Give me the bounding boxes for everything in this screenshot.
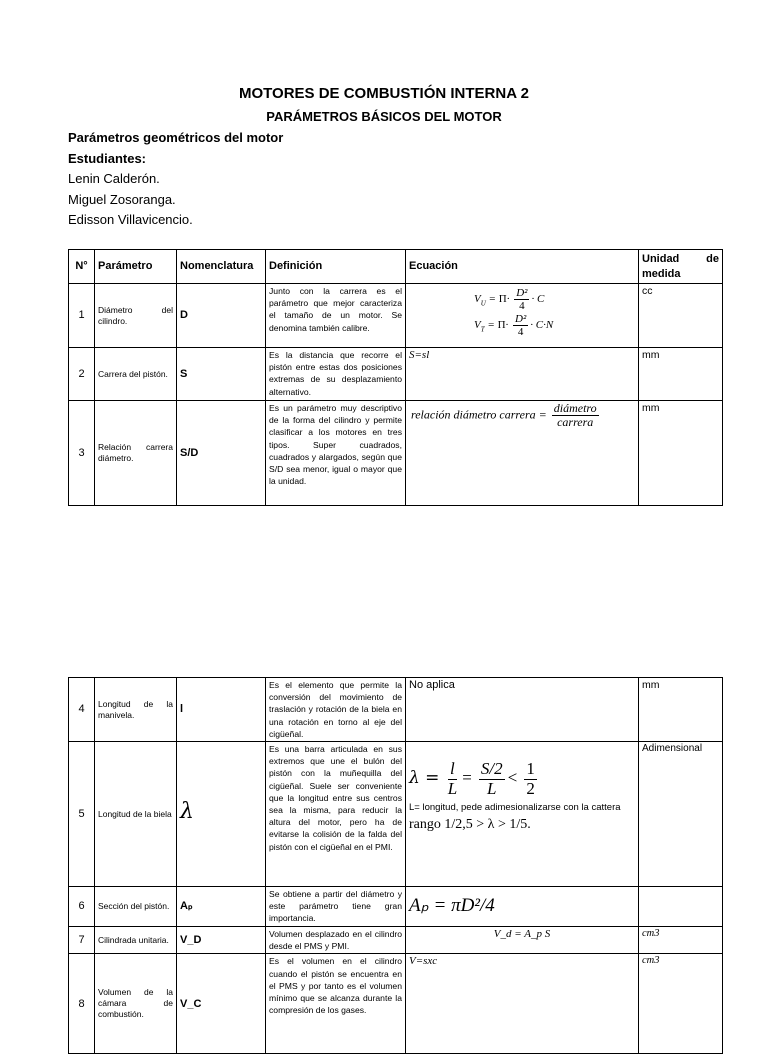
- header-num: N°: [69, 250, 95, 284]
- row-num: 3: [69, 401, 95, 506]
- equation-range: rango 1/2,5 > λ > 1/5.: [409, 817, 531, 833]
- row-num: 2: [69, 348, 95, 401]
- table-row: [69, 401, 723, 506]
- parameters-table-2: [68, 677, 723, 1054]
- table-row: [69, 348, 723, 401]
- row-nom: [177, 742, 266, 887]
- row-nom: l: [177, 678, 266, 742]
- row-unit: cm3: [639, 954, 723, 1054]
- row-num: 5: [69, 742, 95, 887]
- document-title: MOTORES DE COMBUSTIÓN INTERNA 2: [238, 85, 530, 102]
- row-nom: V_D: [177, 927, 266, 954]
- document-subtitle: PARÁMETROS BÁSICOS DEL MOTOR: [266, 109, 502, 124]
- lambda-symbol: λ: [180, 799, 194, 825]
- row-unit: mm: [639, 401, 723, 506]
- student-name: Edisson Villavicencio.: [68, 212, 193, 227]
- equation-vt: $V_T = \Pi\cdot$ $\frac{\text{D²}}{4}$ · C·N: [474, 313, 554, 339]
- row-nom: D: [177, 284, 266, 348]
- row-unit: cc: [639, 284, 723, 348]
- equation-lambda: λ = $\frac{l}{L}$ = $\frac{S/2}{L}$ < $\frac{1}{2}$: [409, 759, 535, 798]
- table-row: [69, 887, 723, 927]
- row-nom: S: [177, 348, 266, 401]
- header-eq: Ecuación: [406, 250, 639, 284]
- row-eq: No aplica: [406, 678, 639, 742]
- row-def: Es el elemento que permite la conversión del movimiento de traslación y rotación de la biela en una rotación en torno al eje del cigüeñal.: [266, 678, 406, 742]
- row-unit: mm: [639, 348, 723, 401]
- row-num: 6: [69, 887, 95, 927]
- header-block: [68, 128, 283, 231]
- section-heading: Parámetros geométricos del motor: [68, 130, 284, 145]
- row-nom: Aₚ: [177, 887, 266, 927]
- row-unit: cm3: [639, 927, 723, 954]
- row-param: Diámetro del cilindro.: [95, 284, 177, 348]
- row-def: Es el volumen en el cilindro cuando el pistón se encuentra en el PMS y por tanto es el volumen mínimo que se alcanza durante la compresión de los gases.: [266, 954, 406, 1054]
- row-param: Volumen de la cámara de combustión.: [95, 954, 177, 1054]
- row-eq: [406, 401, 639, 506]
- row-eq: S=sl: [406, 348, 639, 401]
- table-row: [69, 742, 723, 887]
- row-def: Es una barra articulada en sus extremos que une el bulón del pistón con la muñequilla del cigüeñal. Suele ser conveniente que la longitud entre sus centros sea la misma, para reducir la altura del motor, pero ha de evitarse la colisión de la falda del pistón con el cigüeñal en el PMI.: [266, 742, 406, 887]
- student-name: Miguel Zosoranga.: [68, 191, 176, 207]
- row-num: 8: [69, 954, 95, 1054]
- row-unit: mm: [639, 678, 723, 742]
- row-def: Volumen desplazado en el cilindro desde el PMS y PMI.: [266, 927, 406, 954]
- row-eq: [406, 742, 639, 887]
- row-def: Es un parámetro muy descriptivo de la forma del cilindro y permite clasificar a los motores en tres tipos. Super cuadrados, cuadrados y alargados, según que S/D sea menor, igual o mayor que la unidad.: [266, 401, 406, 506]
- table-row: [69, 927, 723, 954]
- student-name: Lenin Calderón.: [68, 171, 160, 186]
- row-nom: V_C: [177, 954, 266, 1054]
- table-row: [69, 954, 723, 1054]
- row-param: Longitud de la manivela.: [95, 678, 177, 742]
- equation-ratio: relación diámetro carrera = $\frac{\text{diámetro}}{\text{carrera}}$: [411, 401, 597, 430]
- row-eq: V_d = A_p S: [406, 927, 639, 954]
- row-param: Longitud de la biela: [95, 742, 177, 887]
- header-def: Definición: [266, 250, 406, 284]
- row-param: Sección del pistón.: [95, 887, 177, 927]
- row-param: Carrera del pistón.: [95, 348, 177, 401]
- row-eq: V=sxc: [406, 954, 639, 1054]
- row-eq: Aₚ = πD²/4: [406, 887, 639, 927]
- row-num: 4: [69, 678, 95, 742]
- row-param: Relación carrera diámetro.: [95, 401, 177, 506]
- row-def: Es la distancia que recorre el pistón entre estas dos posiciones extremas de su desplazamiento alternativo.: [266, 348, 406, 401]
- equation-vu: $V_U = \Pi\cdot$ $\frac{\text{D²}}{4}$ · C: [474, 287, 545, 313]
- header-unit: Unidad de medida: [639, 250, 723, 284]
- row-unit: [639, 887, 723, 927]
- table-row: [69, 284, 723, 348]
- table-row: [69, 678, 723, 742]
- row-param: Cilindrada unitaria.: [95, 927, 177, 954]
- students-label: Estudiantes:: [68, 150, 147, 166]
- row-def: Se obtiene a partir del diámetro y este parámetro tiene gran importancia.: [266, 887, 406, 927]
- row-unit: Adimensional: [639, 742, 723, 887]
- row-def: Junto con la carrera es el parámetro que mejor caracteriza el tamaño de un motor. Se denomina también calibre.: [266, 284, 406, 348]
- row-num: 1: [69, 284, 95, 348]
- header-param: Parámetro: [95, 250, 177, 284]
- parameters-table-1: [68, 249, 723, 506]
- row-nom: S/D: [177, 401, 266, 506]
- row-num: 7: [69, 927, 95, 954]
- row-eq: [406, 284, 639, 348]
- table-header-row: [69, 250, 723, 284]
- header-nom: Nomenclatura: [177, 250, 266, 284]
- equation-note: L= longitud, pede adimesionalizarse con la cattera: [409, 802, 621, 814]
